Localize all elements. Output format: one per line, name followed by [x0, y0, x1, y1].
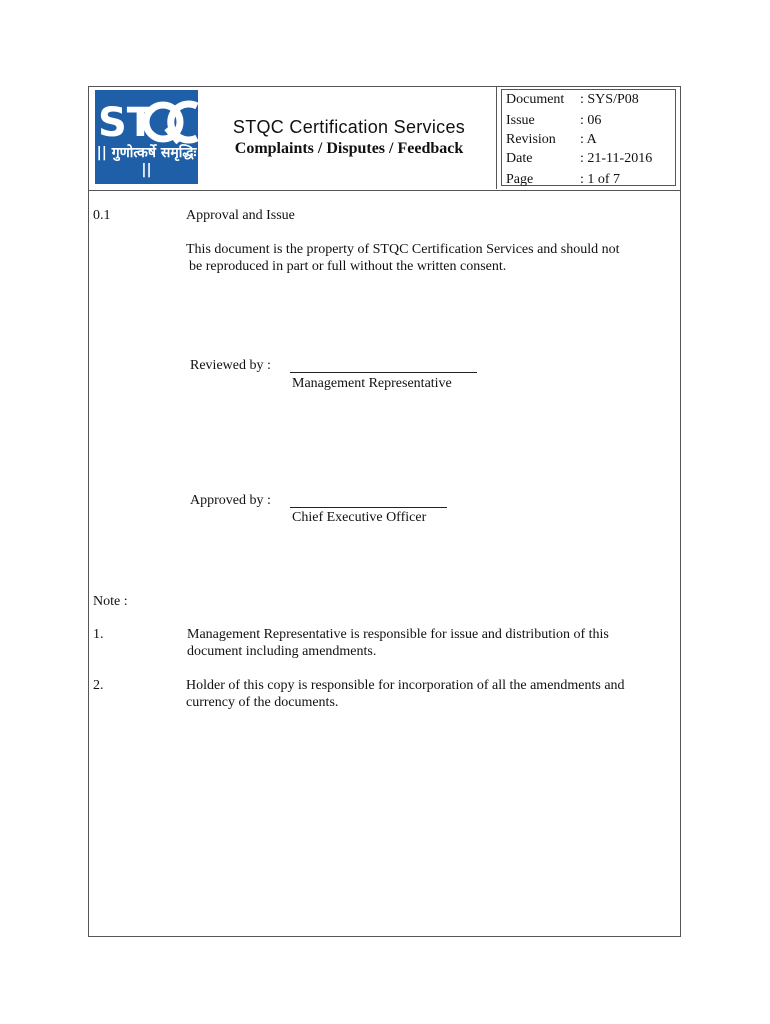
logo-c — [171, 104, 197, 140]
meta-label: Issue — [506, 113, 535, 128]
note-1-line2: document including amendments. — [187, 644, 377, 659]
reviewed-by-signature-line — [290, 372, 477, 373]
meta-value: : A — [580, 132, 597, 147]
meta-row-date — [506, 149, 676, 169]
reviewed-by-role: Management Representative — [292, 376, 452, 391]
document-subject: Complaints / Disputes / Feedback — [234, 140, 464, 157]
meta-label: Page — [506, 172, 534, 187]
approved-by-role: Chief Executive Officer — [292, 510, 427, 525]
meta-value: : 21-11-2016 — [580, 151, 653, 166]
document-meta-table — [501, 89, 676, 186]
note-1-line1: Management Representative is responsible for issue and distribution of this — [187, 627, 609, 642]
document-header — [89, 87, 680, 191]
meta-value: : SYS/P08 — [580, 92, 639, 107]
approved-by-label: Approved by : — [190, 493, 271, 508]
section-heading: Approval and Issue — [186, 208, 295, 223]
meta-label: Document — [506, 92, 565, 107]
document-meta-box — [496, 87, 679, 189]
title-block — [209, 117, 489, 158]
logo-st: ST — [98, 100, 155, 146]
approved-by-signature-line — [290, 507, 447, 508]
logo-tagline: || गुणोत्कर्षे समृद्धिः || — [96, 145, 197, 178]
reviewed-by-label: Reviewed by : — [190, 358, 271, 373]
note-label: Note : — [93, 594, 128, 609]
stqc-logo — [95, 90, 198, 184]
note-1-number: 1. — [93, 627, 104, 642]
org-name: STQC Certification Services — [232, 117, 466, 137]
meta-row-revision — [506, 130, 676, 150]
meta-value: : 06 — [580, 113, 602, 128]
note-2-line2: currency of the documents. — [186, 695, 339, 710]
note-2-line1: Holder of this copy is responsible for incorporation of all the amendments and — [186, 678, 625, 693]
meta-label: Date — [506, 151, 533, 166]
meta-value: : 1 of 7 — [580, 172, 621, 187]
section-number: 0.1 — [93, 208, 111, 223]
meta-row-issue — [506, 111, 676, 131]
note-2-number: 2. — [93, 678, 104, 693]
meta-label: Revision — [506, 132, 556, 147]
meta-row-page — [506, 170, 676, 190]
meta-row-document — [506, 90, 676, 110]
property-statement-line2: be reproduced in part or full without the written consent. — [189, 259, 507, 274]
property-statement-line1: This document is the property of STQC Certification Services and should not — [186, 242, 620, 257]
